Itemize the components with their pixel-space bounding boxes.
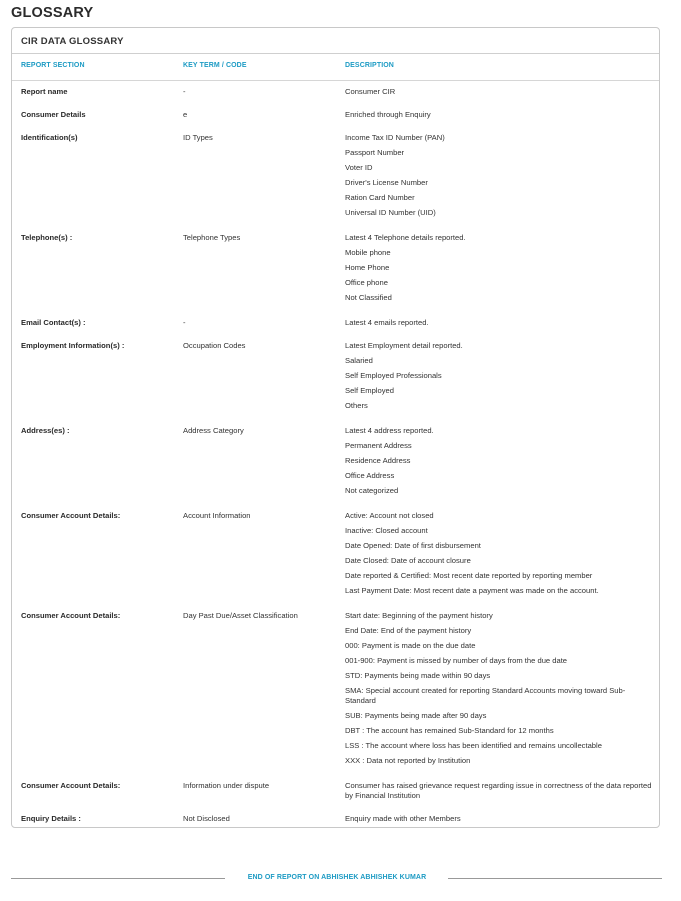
- description-line: 001-900: Payment is missed by number of days from the due date: [345, 656, 568, 665]
- report-section-cell: Report name: [21, 87, 68, 96]
- column-header-section: REPORT SECTION: [21, 62, 85, 69]
- description-line: Date reported & Certified: Most recent date reported by reporting member: [345, 571, 593, 580]
- report-section-cell: Consumer Account Details:: [21, 511, 121, 520]
- description-line: Passport Number: [345, 148, 405, 157]
- description-line: LSS : The account where loss has been identified and remains uncollectable: [345, 741, 602, 750]
- report-section-cell: Enquiry Details :: [21, 814, 81, 823]
- description-line: SMA: Special account created for reporting Standard Accounts moving toward Sub-Standard: [345, 685, 626, 705]
- description-line: Date Opened: Date of first disbursement: [345, 541, 481, 550]
- description-line: Voter ID: [345, 163, 373, 172]
- report-section-cell: Address(es) :: [21, 426, 70, 435]
- description-line: Permanent Address: [345, 441, 412, 450]
- description-line: Active: Account not closed: [345, 511, 434, 520]
- report-section-cell: Telephone(s) :: [21, 233, 73, 242]
- description-line: Consumer CIR: [345, 87, 396, 96]
- footer-divider-left: [11, 878, 225, 879]
- end-of-report-text: END OF REPORT ON ABHISHEK ABHISHEK KUMAR: [247, 874, 427, 881]
- description-line: Office Address: [345, 471, 395, 480]
- key-term-cell: Information under dispute: [183, 781, 270, 790]
- description-line: Enriched through Enquiry: [345, 110, 431, 119]
- column-header-description: DESCRIPTION: [345, 62, 394, 69]
- panel-title: CIR DATA GLOSSARY: [12, 28, 659, 54]
- description-cell: [345, 338, 655, 413]
- description-line: Latest Employment detail reported.: [345, 341, 463, 350]
- description-line: Residence Address: [345, 456, 411, 465]
- description-cell: [345, 230, 655, 305]
- description-line: STD: Payments being made within 90 days: [345, 671, 491, 680]
- report-section-cell: Consumer Account Details:: [21, 781, 121, 790]
- description-line: Self Employed Professionals: [345, 371, 442, 380]
- column-header-row: [12, 54, 659, 81]
- description-cell: [345, 608, 655, 768]
- key-term-cell: Telephone Types: [183, 233, 241, 242]
- key-term-cell: Address Category: [183, 426, 244, 435]
- key-term-cell: -: [183, 318, 186, 327]
- description-line: 000: Payment is made on the due date: [345, 641, 476, 650]
- description-cell: [345, 508, 655, 598]
- key-term-cell: -: [183, 87, 186, 96]
- description-line: Start date: Beginning of the payment history: [345, 611, 493, 620]
- description-line: Others: [345, 401, 368, 410]
- report-section-cell: Consumer Account Details:: [21, 611, 121, 620]
- description-cell: [345, 423, 655, 498]
- description-line: Consumer has raised grievance request regarding issue in correctness of the data reported by Financial Institution: [345, 780, 652, 800]
- description-line: Ration Card Number: [345, 193, 415, 202]
- description-cell: [345, 130, 655, 220]
- key-term-cell: Not Disclosed: [183, 814, 230, 823]
- description-line: Not Classified: [345, 293, 392, 302]
- description-cell: [345, 778, 655, 803]
- description-line: Date Closed: Date of account closure: [345, 556, 471, 565]
- description-line: DBT : The account has remained Sub-Standard for 12 months: [345, 726, 554, 735]
- description-line: Latest 4 Telephone details reported.: [345, 233, 466, 242]
- description-line: Universal ID Number (UID): [345, 208, 436, 217]
- glossary-panel: [11, 27, 660, 828]
- description-line: Home Phone: [345, 263, 390, 272]
- report-section-cell: Consumer Details: [21, 110, 86, 119]
- description-line: Driver's License Number: [345, 178, 428, 187]
- description-cell: [345, 84, 655, 99]
- description-line: Office phone: [345, 278, 388, 287]
- key-term-cell: Occupation Codes: [183, 341, 246, 350]
- key-term-cell: e: [183, 110, 188, 119]
- description-line: Income Tax ID Number (PAN): [345, 133, 445, 142]
- description-line: XXX : Data not reported by Institution: [345, 756, 471, 765]
- column-header-term: KEY TERM / CODE: [183, 62, 247, 69]
- report-section-cell: Email Contact(s) :: [21, 318, 86, 327]
- description-line: SUB: Payments being made after 90 days: [345, 711, 487, 720]
- report-section-cell: Identification(s): [21, 133, 78, 142]
- description-cell: [345, 315, 655, 330]
- description-line: Salaried: [345, 356, 373, 365]
- description-line: Mobile phone: [345, 248, 391, 257]
- key-term-cell: Day Past Due/Asset Classification: [183, 611, 298, 620]
- description-line: Latest 4 emails reported.: [345, 318, 429, 327]
- key-term-cell: ID Types: [183, 133, 213, 142]
- footer-divider-right: [448, 878, 662, 879]
- description-line: Last Payment Date: Most recent date a payment was made on the account.: [345, 586, 599, 595]
- description-line: Self Employed: [345, 386, 394, 395]
- description-line: End Date: End of the payment history: [345, 626, 472, 635]
- report-section-cell: Employment Information(s) :: [21, 341, 125, 350]
- description-line: Enquiry made with other Members: [345, 814, 461, 823]
- page-title: GLOSSARY: [11, 5, 94, 21]
- description-line: Latest 4 address reported.: [345, 426, 434, 435]
- description-line: Inactive: Closed account: [345, 526, 428, 535]
- key-term-cell: Account Information: [183, 511, 251, 520]
- description-cell: [345, 811, 655, 826]
- description-line: Not categorized: [345, 486, 399, 495]
- description-cell: [345, 107, 655, 122]
